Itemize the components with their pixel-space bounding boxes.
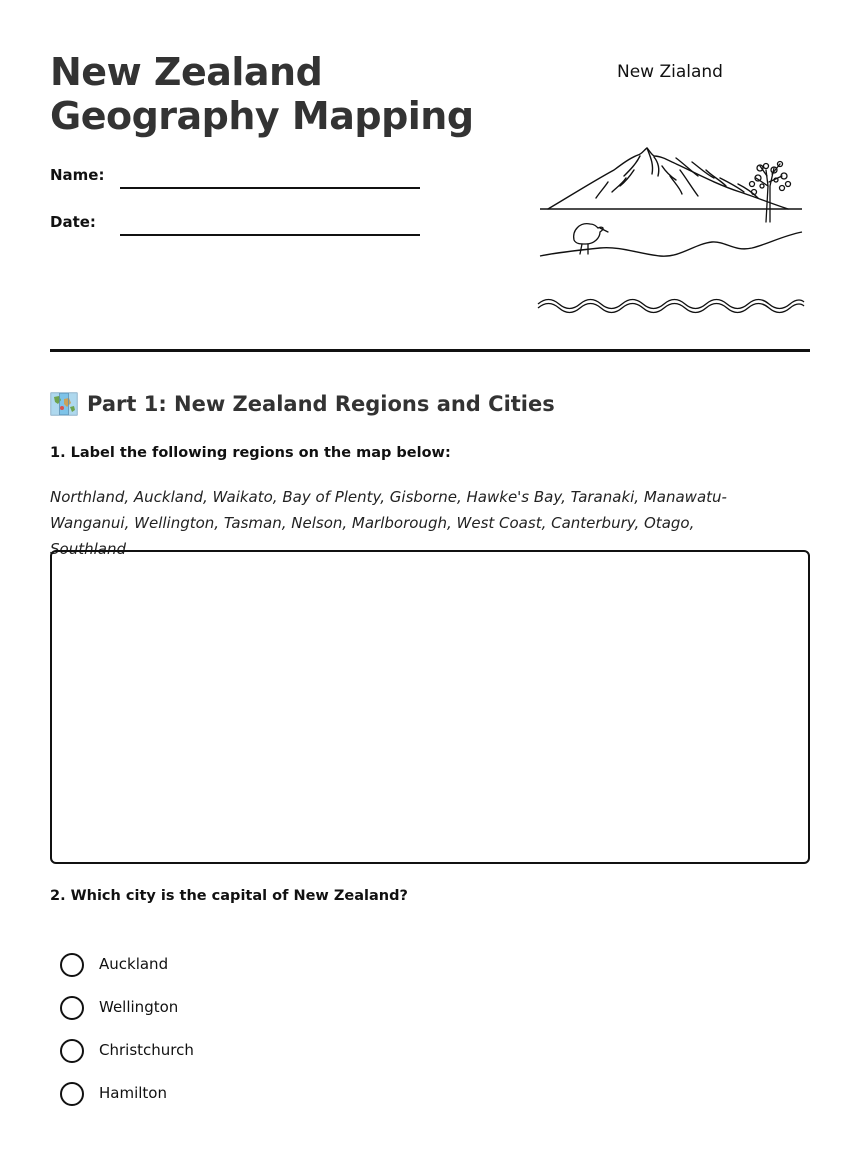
- option-label: Christchurch: [99, 1041, 194, 1059]
- option-auckland[interactable]: [60, 953, 194, 996]
- name-field[interactable]: [120, 187, 420, 189]
- landscape-illustration: [530, 58, 810, 328]
- option-wellington[interactable]: [60, 996, 194, 1039]
- radio-button[interactable]: [60, 996, 84, 1020]
- part1-title: Part 1: New Zealand Regions and Cities: [87, 392, 555, 416]
- question-2-prompt: 2. Which city is the capital of New Zealand?: [50, 888, 408, 904]
- title-line-1: New Zealand: [50, 50, 323, 94]
- map-icon: [50, 391, 78, 417]
- capital-options: [60, 953, 194, 1125]
- tree-icon: [750, 162, 791, 223]
- map-drawing-area[interactable]: [50, 550, 810, 864]
- option-hamilton[interactable]: [60, 1082, 194, 1125]
- option-label: Wellington: [99, 998, 179, 1016]
- option-christchurch[interactable]: [60, 1039, 194, 1082]
- wave-icon: [538, 300, 804, 313]
- mountain-icon: [548, 148, 788, 209]
- option-label: Hamilton: [99, 1084, 167, 1102]
- part1-heading: [50, 388, 555, 420]
- illustration-caption: New Zialand: [617, 62, 723, 82]
- question-1-prompt: 1. Label the following regions on the map below:: [50, 445, 451, 461]
- radio-button[interactable]: [60, 953, 84, 977]
- section-divider: [50, 349, 810, 352]
- radio-button[interactable]: [60, 1082, 84, 1106]
- option-label: Auckland: [99, 955, 169, 973]
- name-label: Name:: [50, 166, 105, 184]
- date-label: Date:: [50, 213, 96, 231]
- page-title: [50, 50, 474, 138]
- title-line-2: Geography Mapping: [50, 94, 474, 138]
- radio-button[interactable]: [60, 1039, 84, 1063]
- region-list: Northland, Auckland, Waikato, Bay of Plenty, Gisborne, Hawke's Bay, Taranaki, Manawatu-Wanganui, Wellington, Tasman, Nelson, Marlborough, West Coast, Canterbury, Otago, Southland: [50, 488, 727, 558]
- date-field[interactable]: [120, 234, 420, 236]
